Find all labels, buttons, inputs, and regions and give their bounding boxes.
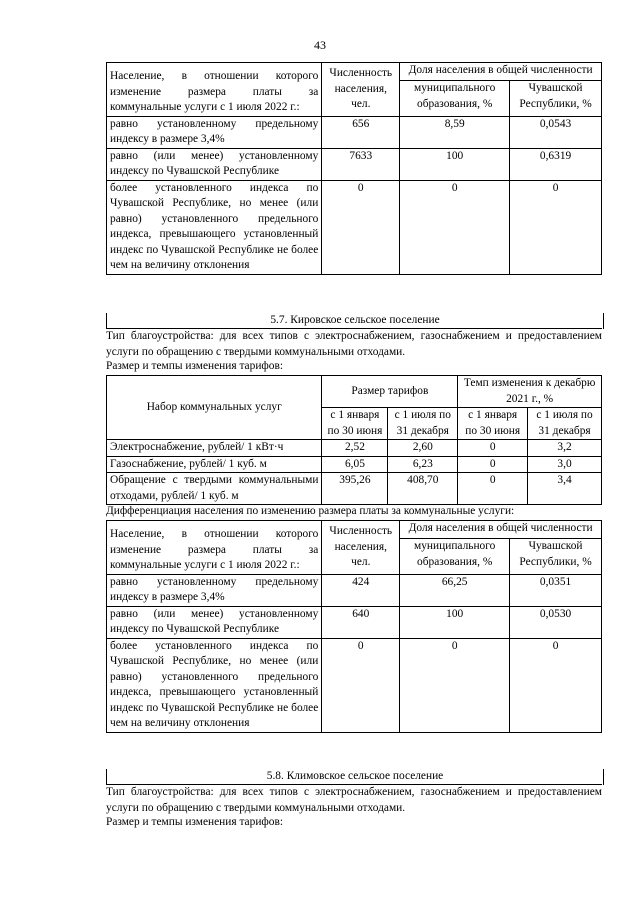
row-count: 0 (322, 180, 400, 274)
section-5-8-tariffs-title: Размер и темпы изменения тарифов: (106, 816, 284, 828)
tariff-rate-jul: 3,2 (528, 440, 602, 457)
header-jul: с 1 июля по 31 декабря (388, 408, 458, 440)
tariff-jul: 408,70 (388, 473, 458, 505)
tariff-jul: 2,60 (388, 440, 458, 457)
tariff-table (106, 375, 602, 505)
row-label: равно установленному предельному индексу в размере 3,4% (107, 574, 322, 606)
tariff-jan: 2,52 (322, 440, 388, 457)
row-count: 7633 (322, 148, 400, 180)
header-rate-jan: с 1 января по 30 июня (458, 408, 528, 440)
tariff-rate-jan: 0 (458, 473, 528, 505)
header-municipal: муниципального образования, % (400, 81, 510, 116)
header-population: Население, в отношении которого изменение размера платы за коммунальные услуги с 1 июля 2022 г.: (107, 63, 322, 117)
section-5-7-type-text: Тип благоустройства: для всех типов с электроснабжением, газоснабжением и предоставлением услуги по обращению с твердыми коммунальными отходами. (106, 328, 602, 360)
row-municipal: 8,59 (400, 116, 510, 148)
header-rate-jul: с 1 июля по 31 декабря (528, 408, 602, 440)
row-municipal: 66,25 (400, 574, 510, 606)
row-label: равно (или менее) установленному индексу по Чувашской Республике (107, 148, 322, 180)
tariff-jan: 395,26 (322, 473, 388, 505)
table-row (107, 148, 602, 180)
tariff-service: Электроснабжение, рублей/ 1 кВт·ч (107, 440, 322, 457)
header-count: Численность населения, чел. (322, 63, 400, 117)
row-count: 640 (322, 606, 400, 638)
row-municipal: 0 (400, 180, 510, 274)
row-count: 656 (322, 116, 400, 148)
header-count: Численность населения, чел. (322, 521, 400, 575)
row-municipal: 100 (400, 148, 510, 180)
table-row (107, 473, 602, 505)
tariff-rate-jul: 3,4 (528, 473, 602, 505)
header-republic: Чувашской Республики, % (510, 81, 602, 116)
tariff-service: Газоснабжение, рублей/ 1 куб. м (107, 456, 322, 473)
row-republic: 0,0351 (510, 574, 602, 606)
row-count: 424 (322, 574, 400, 606)
section-5-7-tariffs-title: Размер и темпы изменения тарифов: (106, 360, 284, 372)
row-republic: 0,0530 (510, 606, 602, 638)
section-5-7-diff-title: Дифференциация населения по изменению размера платы за коммунальные услуги: (106, 505, 515, 517)
row-label: равно установленному предельному индексу в размере 3,4% (107, 116, 322, 148)
row-republic: 0 (510, 180, 602, 274)
header-population: Население, в отношении которого изменение размера платы за коммунальные услуги с 1 июля 2022 г.: (107, 521, 322, 575)
table-row (107, 116, 602, 148)
population-table-2 (106, 520, 602, 733)
table-row (107, 638, 602, 732)
table-row (107, 606, 602, 638)
tariff-rate-jan: 0 (458, 456, 528, 473)
row-republic: 0 (510, 638, 602, 732)
header-share: Доля населения в общей численности (400, 521, 602, 539)
header-municipal: муниципального образования, % (400, 539, 510, 574)
section-5-8-type-text: Тип благоустройства: для всех типов с электроснабжением, газоснабжением и предоставлением услуги по обращению с твердыми коммунальными отходами. (106, 784, 602, 816)
tariff-rate-jan: 0 (458, 440, 528, 457)
header-services: Набор коммунальных услуг (107, 376, 322, 440)
header-republic: Чувашской Республики, % (510, 539, 602, 574)
row-count: 0 (322, 638, 400, 732)
row-label: более установленного индекса по Чувашской Республике, но менее (или равно) установленного предельного индекса, превышающего установленный индекс по Чувашской Республике не более чем на величину отклонения (107, 180, 322, 274)
row-label: равно (или менее) установленному индексу по Чувашской Республике (107, 606, 322, 638)
section-title-5-8: 5.8. Климовское сельское поселение (106, 769, 604, 785)
table-row (107, 180, 602, 274)
table-row (107, 440, 602, 457)
section-title-5-7: 5.7. Кировское сельское поселение (106, 313, 604, 329)
table-row (107, 456, 602, 473)
header-tariff-size: Размер тарифов (322, 376, 458, 408)
table-row (107, 574, 602, 606)
row-municipal: 100 (400, 606, 510, 638)
population-table-1 (106, 62, 602, 275)
tariff-jul: 6,23 (388, 456, 458, 473)
row-municipal: 0 (400, 638, 510, 732)
header-rate-change: Темп изменения к декабрю 2021 г., % (458, 376, 602, 408)
header-jan: с 1 января по 30 июня (322, 408, 388, 440)
row-republic: 0,0543 (510, 116, 602, 148)
page-number: 43 (314, 38, 326, 52)
tariff-rate-jul: 3,0 (528, 456, 602, 473)
row-label: более установленного индекса по Чувашской Республике, но менее (или равно) установленного предельного индекса, превышающего установленный индекс по Чувашской Республике не более чем на величину отклонения (107, 638, 322, 732)
header-share: Доля населения в общей численности (400, 63, 602, 81)
tariff-jan: 6,05 (322, 456, 388, 473)
row-republic: 0,6319 (510, 148, 602, 180)
tariff-service: Обращение с твердыми коммунальными отходами, рублей/ 1 куб. м (107, 473, 322, 505)
